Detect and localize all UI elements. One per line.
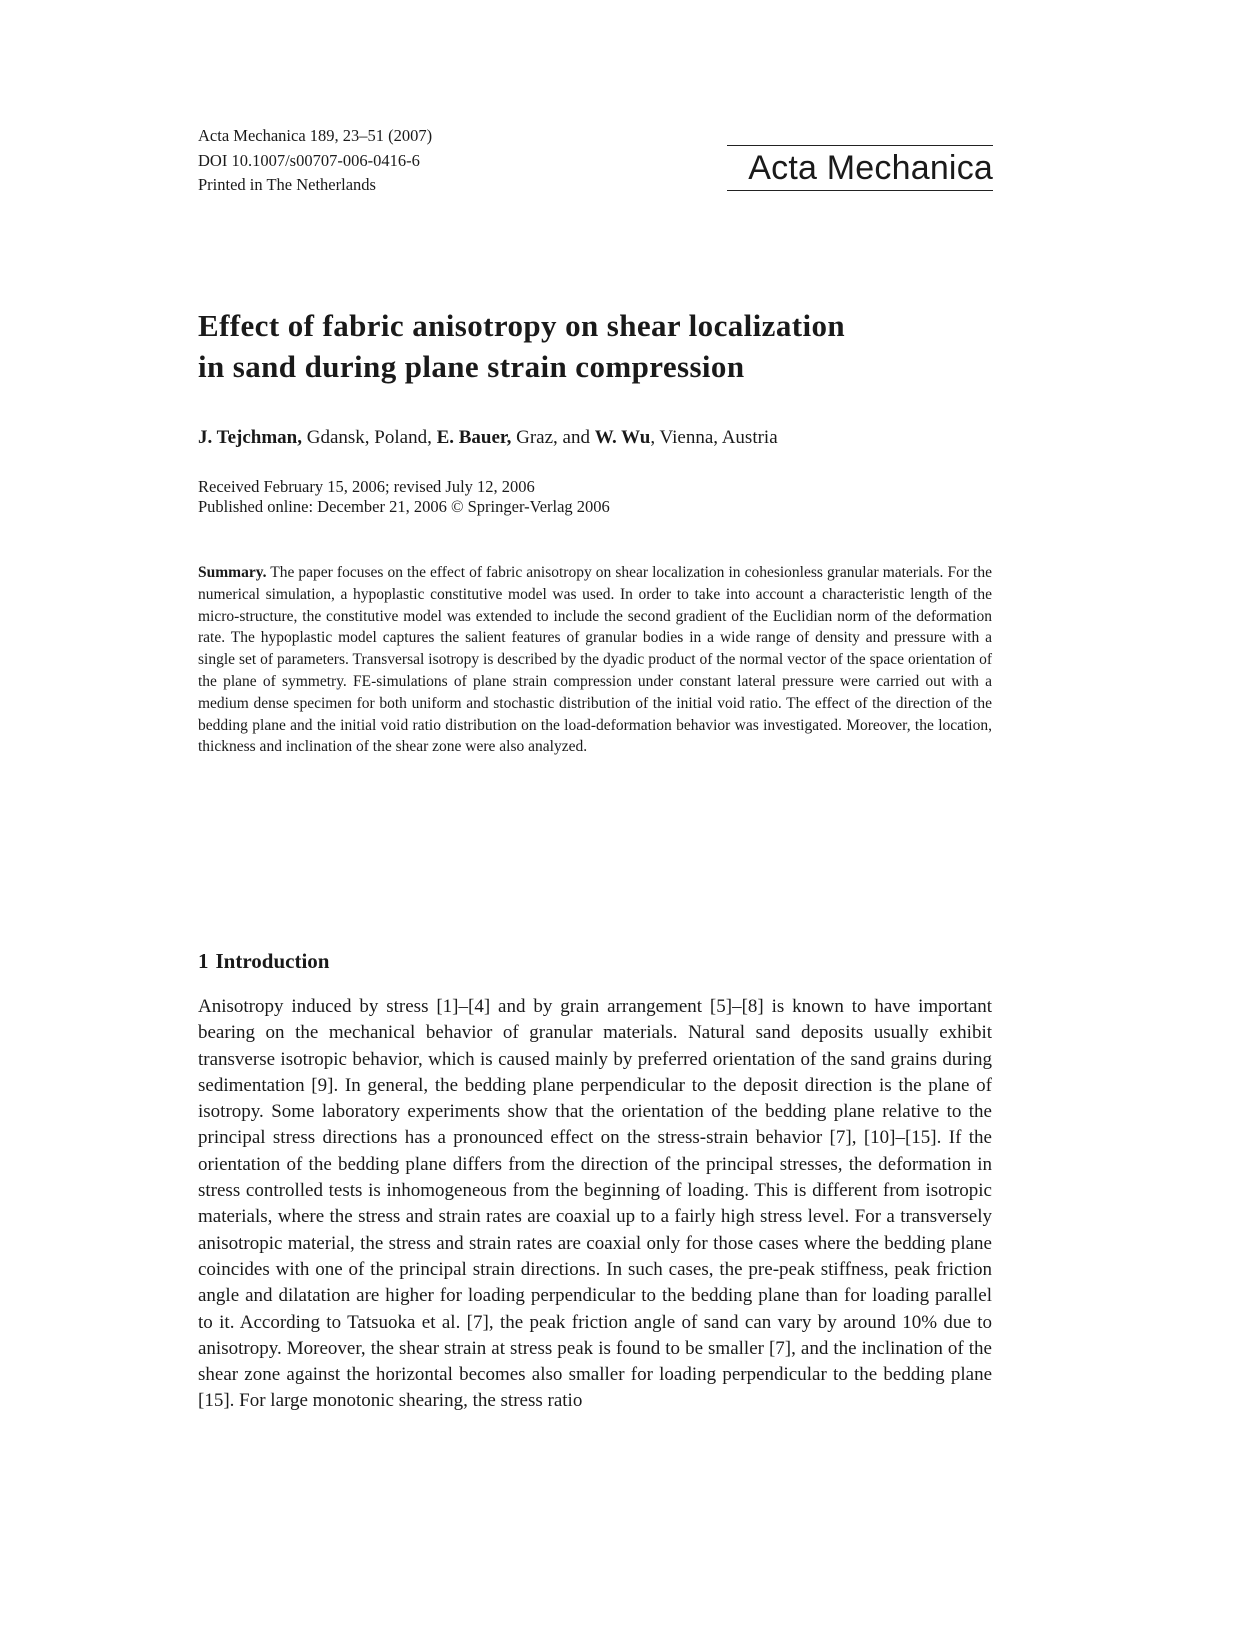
journal-citation bbox=[198, 124, 432, 198]
journal-volume-line: Acta Mechanica 189, 23–51 (2007) bbox=[198, 126, 433, 145]
received-date: Received February 15, 2006; revised July 12, 2006 bbox=[198, 477, 535, 496]
section-heading-introduction bbox=[198, 947, 329, 975]
section-title: Introduction bbox=[215, 949, 330, 973]
abstract bbox=[198, 562, 992, 758]
article-title-line-1: Effect of fabric anisotropy on shear localization bbox=[198, 308, 846, 343]
author-affiliation: Graz, and bbox=[511, 427, 595, 448]
abstract-label: Summary. bbox=[198, 564, 267, 581]
journal-logo: Acta Mechanica bbox=[727, 145, 993, 191]
author-name: J. Tejchman, bbox=[198, 427, 302, 448]
author-list bbox=[198, 425, 778, 451]
author-affiliation: , Vienna, Austria bbox=[650, 427, 778, 448]
abstract-text: The paper focuses on the effect of fabric anisotropy on shear localization in cohesionless granular materials. For the numerical simulation, a hypoplastic constitutive model was used. In order to take into account a characteristic length of the micro-structure, the constitutive model was extended to include the second gradient of the Euclidian norm of the deformation rate. The hypoplastic model captures the salient features of granular bodies in a wide range of density and pressure with a single set of parameters. Transversal isotropy is described by the dyadic product of the normal vector of the space orientation of the plane of symmetry. FE-simulations of plane strain compression under constant lateral pressure were carried out with a medium dense specimen for both uniform and stochastic distribution of the initial void ratio. The effect of the direction of the bedding plane and the initial void ratio distribution on the load-deformation behavior was investigated. Moreover, the location, thickness and inclination of the shear zone were also analyzed. bbox=[198, 564, 992, 756]
article-title-line-2: in sand during plane strain compression bbox=[198, 349, 745, 384]
introduction-paragraph: Anisotropy induced by stress [1]–[4] and by grain arrangement [5]–[8] is known to have important bearing on the mechanical behavior of granular materials. Natural sand deposits usually exhibit transverse isotropic behavior, which is caused mainly by preferred orientation of the sand grains during sedimentation [9]. In general, the bedding plane perpendicular to the deposit direction is the plane of isotropy. Some laboratory experiments show that the orientation of the bedding plane relative to the principal stress directions has a pronounced effect on the stress-strain behavior [7], [10]–[15]. If the orientation of the bedding plane differs from the direction of the principal stresses, the deformation in stress controlled tests is inhomogeneous from the beginning of loading. This is different from isotropic materials, where the stress and strain rates are coaxial up to a fairly high stress level. For a transversely anisotropic material, the stress and strain rates are coaxial only for those cases where the bedding plane coincides with one of the principal strain directions. In such cases, the pre-peak stiffness, peak friction angle and dilatation are higher for loading perpendicular to the bedding plane than for loading parallel to it. According to Tatsuoka et al. [7], the peak friction angle of sand can vary by around 10% due to anisotropy. Moreover, the shear strain at stress peak is found to be smaller [7], and the inclination of the shear zone against the horizontal becomes also smaller for loading perpendicular to the bedding plane [15]. For large monotonic shearing, the stress ratio bbox=[198, 996, 992, 1412]
publication-dates bbox=[198, 477, 610, 517]
journal-printed-line: Printed in The Netherlands bbox=[198, 175, 376, 194]
author-name: W. Wu bbox=[594, 427, 651, 448]
section-number: 1 bbox=[198, 949, 209, 973]
author-name: E. Bauer, bbox=[436, 427, 512, 448]
journal-doi-line: DOI 10.1007/s00707-006-0416-6 bbox=[198, 150, 420, 170]
article-title bbox=[198, 305, 998, 387]
author-affiliation: Gdansk, Poland, bbox=[302, 427, 437, 448]
published-date: Published online: December 21, 2006 © Springer-Verlag 2006 bbox=[198, 497, 610, 516]
